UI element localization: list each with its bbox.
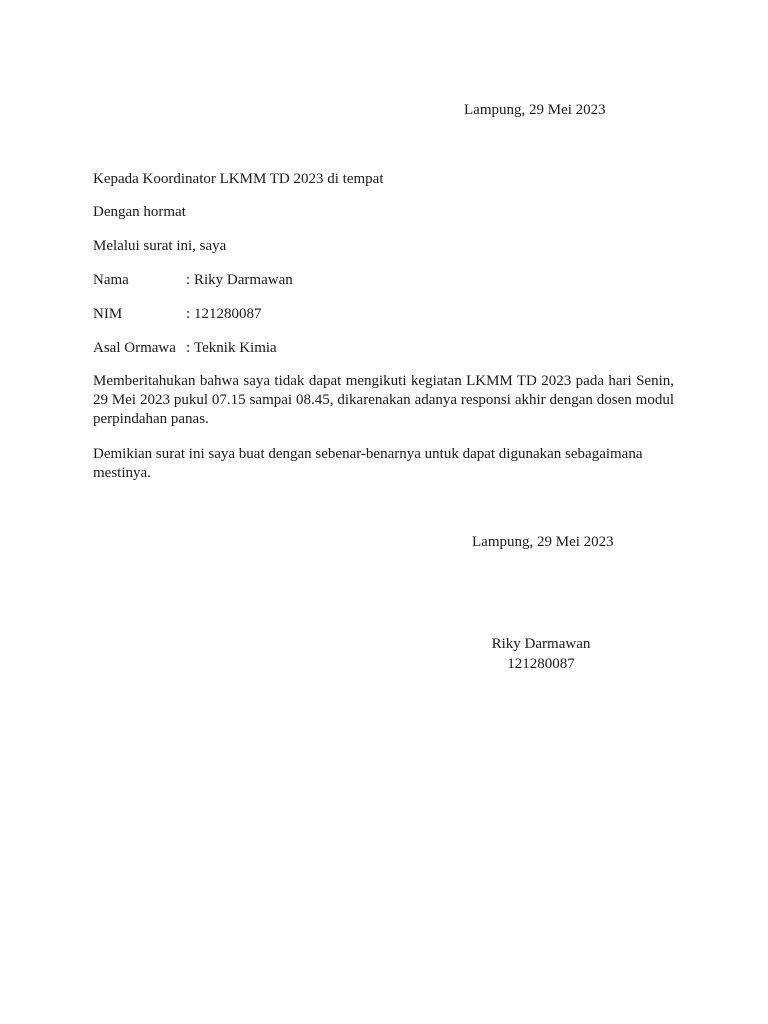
field-label-nama: Nama [93, 272, 129, 288]
field-label-asal-ormawa: Asal Ormawa [93, 340, 176, 356]
field-colon-nim: : [186, 306, 191, 322]
field-colon-asal-ormawa: : [186, 340, 191, 356]
field-value-nim: 121280087 [194, 306, 262, 322]
letter-recipient: Kepada Koordinator LKMM TD 2023 di tempat [93, 171, 384, 187]
field-value-nama: Riky Darmawan [194, 272, 293, 288]
letter-date-bottom: Lampung, 29 Mei 2023 [472, 534, 614, 550]
letter-closing-paragraph: Demikian surat ini saya buat dengan sebenar-benarnya untuk dapat digunakan sebagaimana mestinya. [93, 446, 643, 481]
letter-date-top: Lampung, 29 Mei 2023 [464, 102, 606, 118]
signature-name: Riky Darmawan [491, 636, 591, 652]
letter-body-paragraph: Memberitahukan bahwa saya tidak dapat mengikuti kegiatan LKMM TD 2023 pada hari Senin, 29 Mei 2023 pukul 07.15 sampai 08.45, dikarenakan adanya responsi akhir dengan dosen modul perpindahan panas. [93, 373, 674, 427]
signature-nim: 121280087 [507, 656, 575, 672]
letter-greeting: Dengan hormat [93, 204, 186, 220]
field-value-asal-ormawa: Teknik Kimia [194, 340, 277, 356]
field-colon-nama: : [186, 272, 191, 288]
signature-block [470, 634, 612, 674]
field-label-nim: NIM [93, 306, 123, 322]
letter-intro: Melalui surat ini, saya [93, 238, 227, 254]
